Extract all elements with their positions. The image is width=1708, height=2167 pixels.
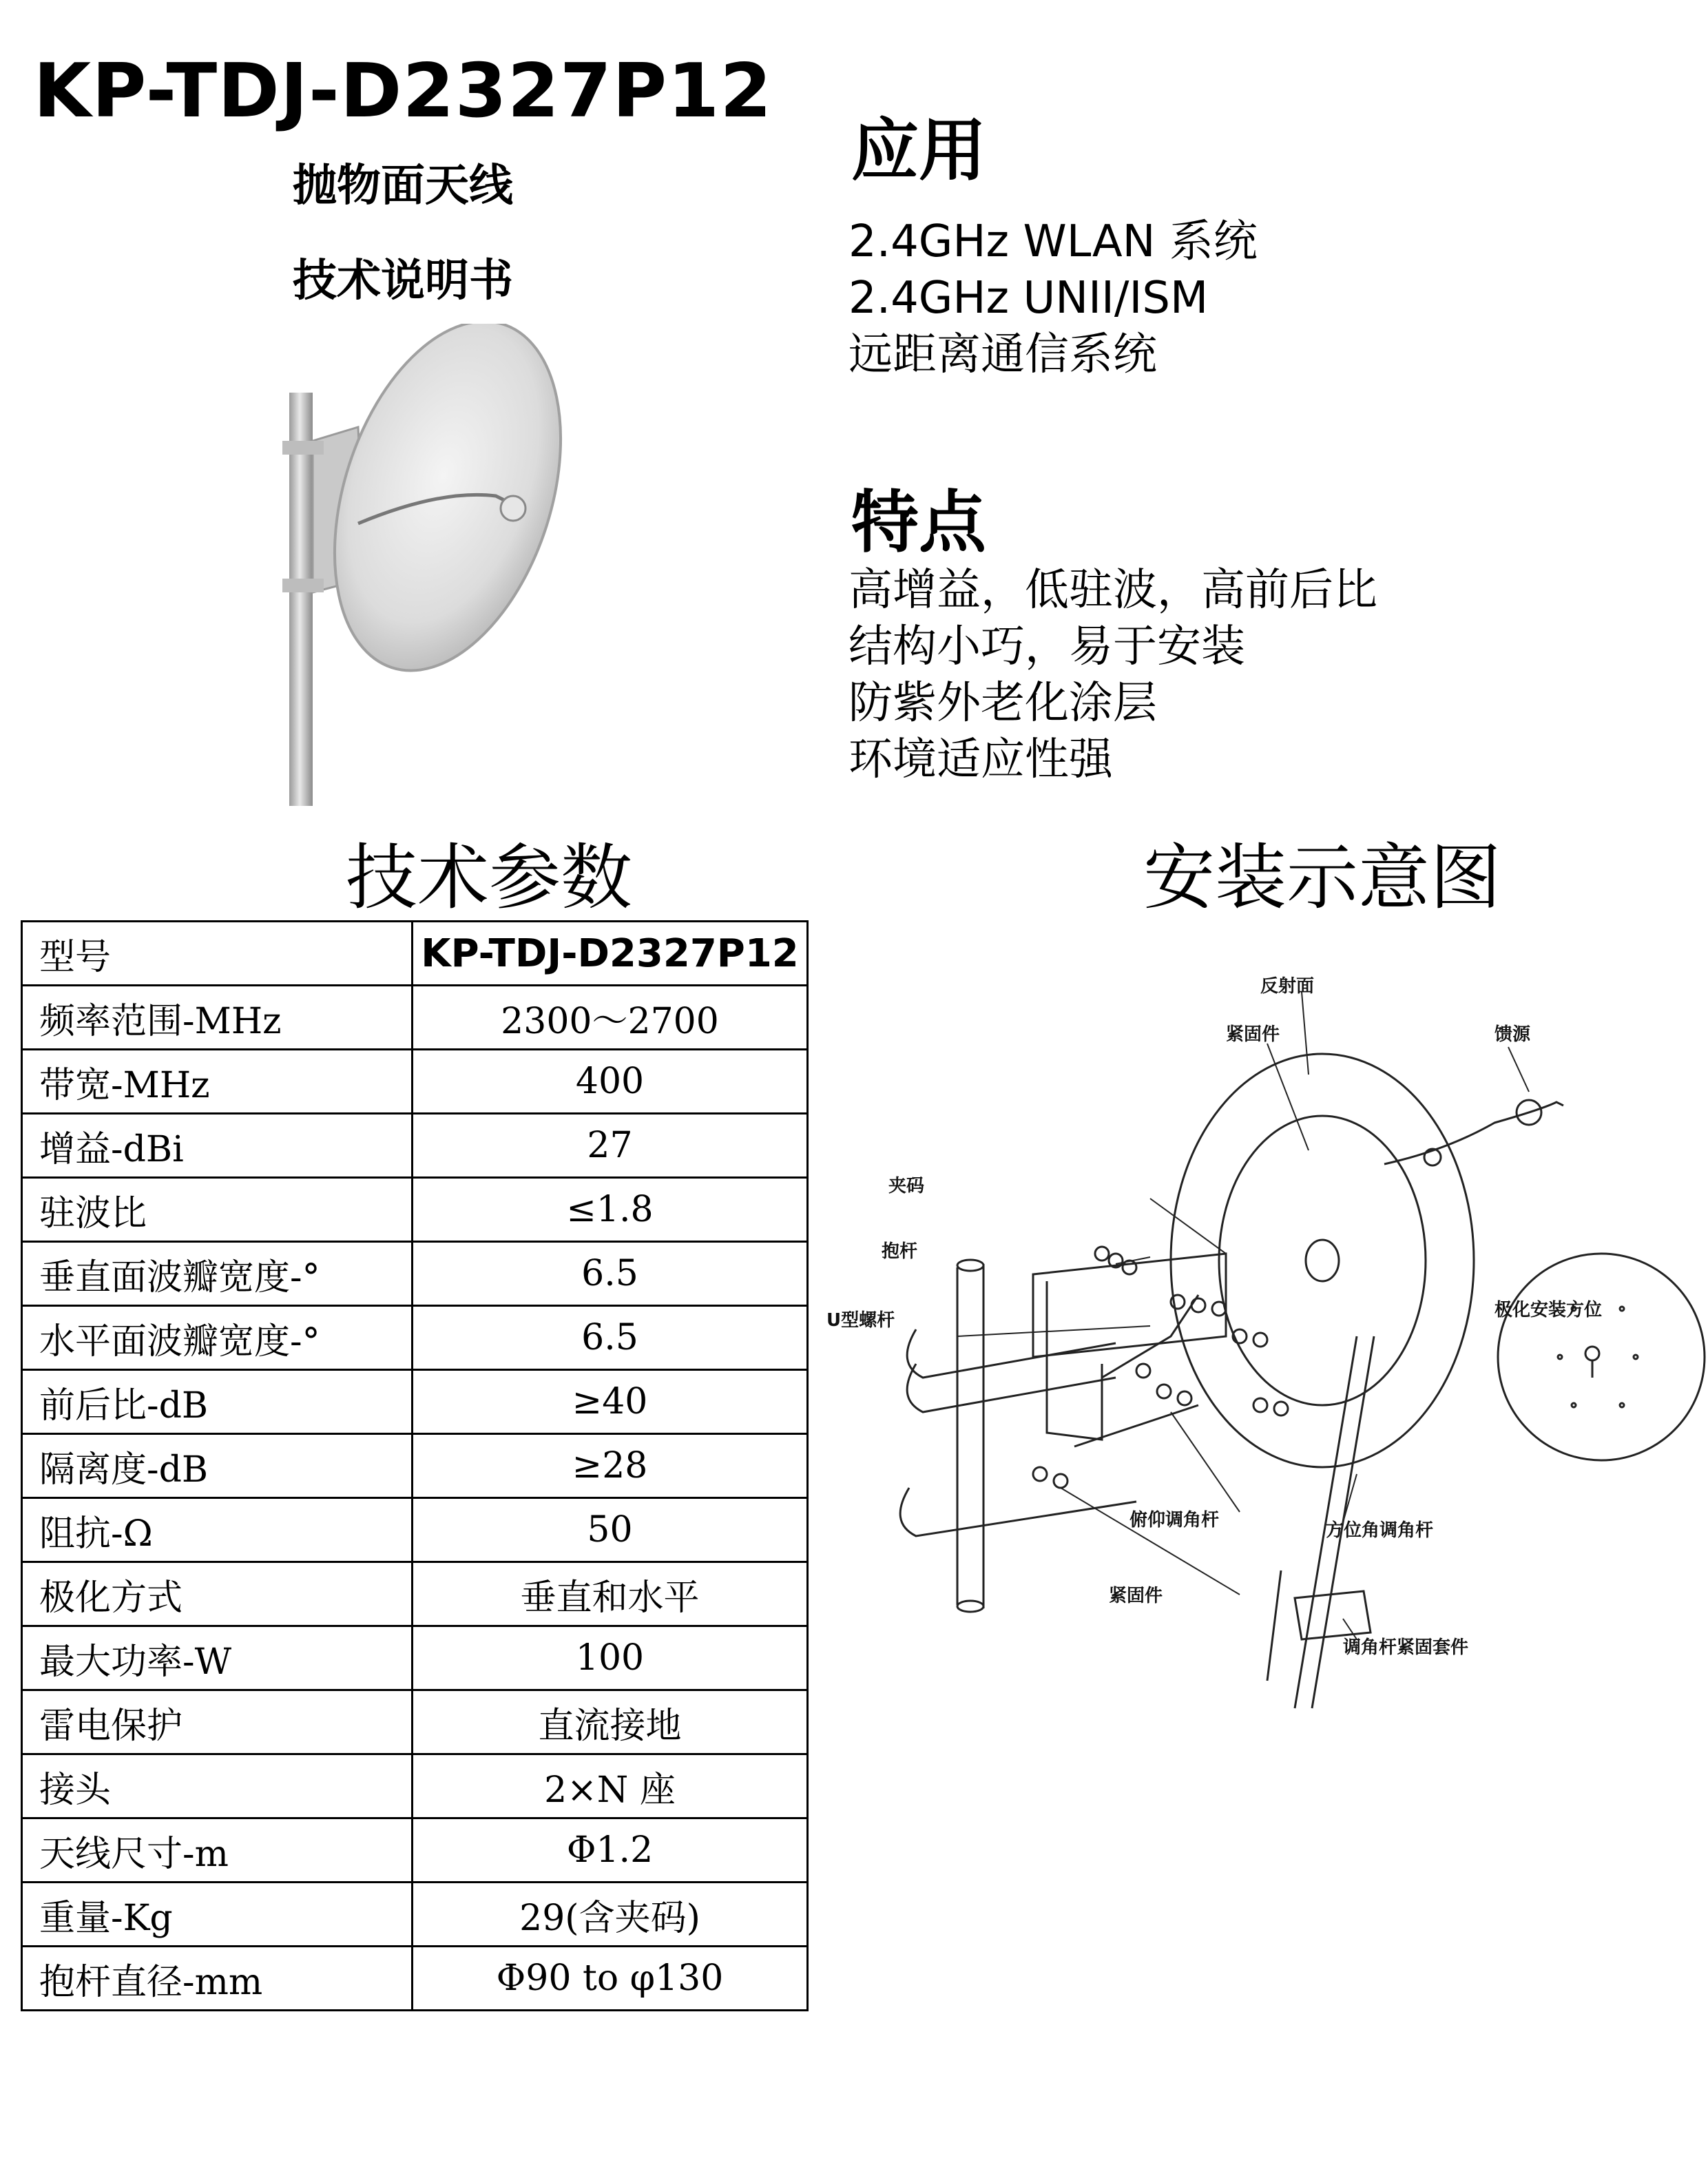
feature-item: 结构小巧，易于安装: [848, 621, 1245, 672]
install-diagram: [813, 951, 1708, 1763]
table-row: [22, 1818, 808, 1883]
param-label: 雷电保护: [22, 1690, 413, 1754]
param-value: 27: [413, 1114, 808, 1178]
label-clamp: 夹码: [888, 1176, 925, 1196]
param-label: 天线尺寸-m: [22, 1818, 413, 1883]
param-value: Φ90 to φ130: [413, 1947, 808, 2011]
param-label: 频率范围-MHz: [22, 986, 413, 1050]
param-label: 抱杆直径-mm: [22, 1947, 413, 2011]
label-feed: 馈源: [1494, 1024, 1531, 1045]
param-value: Φ1.2: [413, 1818, 808, 1883]
label-polarization: 极化安装方位: [1494, 1300, 1603, 1320]
table-row: [22, 1883, 808, 1947]
feature-item: 高增益，低驻波，高前后比: [848, 565, 1377, 616]
param-label: 重量-Kg: [22, 1883, 413, 1947]
table-row: [22, 1754, 808, 1818]
param-value: ≥40: [413, 1370, 808, 1434]
install-diagram-heading: 安装示意图: [1143, 836, 1501, 920]
table-row: [22, 1626, 808, 1690]
feature-item: 防紫外老化涂层: [848, 678, 1157, 729]
table-row: [22, 1306, 808, 1370]
application-item: 2.4GHz WLAN 系统: [848, 216, 1258, 267]
param-value: 垂直和水平: [413, 1562, 808, 1626]
param-label: 隔离度-dB: [22, 1434, 413, 1498]
product-name: 抛物面天线: [293, 160, 513, 211]
param-value: 6.5: [413, 1242, 808, 1306]
table-row: [22, 1562, 808, 1626]
table-row: [22, 1498, 808, 1562]
tech-params-table: [21, 920, 809, 2011]
table-row: [22, 922, 808, 986]
param-label: 接头: [22, 1754, 413, 1818]
features-heading: 特点: [851, 484, 987, 562]
param-label: 水平面波瓣宽度-°: [22, 1306, 413, 1370]
table-row: [22, 1178, 808, 1242]
param-value: 400: [413, 1050, 808, 1114]
param-label: 型号: [22, 922, 413, 986]
param-value: 2×N 座: [413, 1754, 808, 1818]
param-value: 50: [413, 1498, 808, 1562]
param-value: ≥28: [413, 1434, 808, 1498]
dish-shape: [293, 324, 601, 700]
table-row: [22, 1370, 808, 1434]
application-heading: 应用: [851, 112, 987, 190]
tech-params-heading: 技术参数: [345, 836, 632, 920]
feature-item: 环境适应性强: [848, 734, 1113, 785]
table-row: [22, 1690, 808, 1754]
param-value: 100: [413, 1626, 808, 1690]
table-row: [22, 1242, 808, 1306]
param-value: KP-TDJ-D2327P12: [413, 922, 808, 986]
label-elevation-rod: 俯仰调角杆: [1129, 1510, 1220, 1531]
param-value: 6.5: [413, 1306, 808, 1370]
param-value: 2300～2700: [413, 986, 808, 1050]
table-row: [22, 1434, 808, 1498]
param-label: 极化方式: [22, 1562, 413, 1626]
param-value: 29(含夹码): [413, 1883, 808, 1947]
label-rod-kit: 调角杆紧固套件: [1343, 1637, 1469, 1658]
label-fastener-bottom: 紧固件: [1109, 1586, 1163, 1606]
antenna-photo: [262, 324, 620, 806]
param-label: 最大功率-W: [22, 1626, 413, 1690]
doc-type: 技术说明书: [293, 256, 513, 307]
param-label: 阻抗-Ω: [22, 1498, 413, 1562]
table-row: [22, 1050, 808, 1114]
model-title: KP-TDJ-D2327P12: [33, 48, 773, 134]
label-reflector: 反射面: [1260, 976, 1315, 997]
param-label: 驻波比: [22, 1178, 413, 1242]
application-item: 2.4GHz UNII/ISM: [848, 273, 1209, 324]
param-label: 增益-dBi: [22, 1114, 413, 1178]
param-label: 前后比-dB: [22, 1370, 413, 1434]
polarization-disk: [1498, 1254, 1705, 1460]
label-pole: 抱杆: [882, 1241, 918, 1262]
label-azimuth-rod: 方位角调角杆: [1326, 1520, 1434, 1541]
param-label: 垂直面波瓣宽度-°: [22, 1242, 413, 1306]
table-row: [22, 986, 808, 1050]
label-fastener-top: 紧固件: [1226, 1024, 1280, 1045]
application-item: 远距离通信系统: [848, 329, 1157, 380]
param-value: ≤1.8: [413, 1178, 808, 1242]
table-row: [22, 1947, 808, 2011]
table-row: [22, 1114, 808, 1178]
param-value: 直流接地: [413, 1690, 808, 1754]
label-u-bolt: U型螺杆: [826, 1310, 895, 1331]
param-label: 带宽-MHz: [22, 1050, 413, 1114]
